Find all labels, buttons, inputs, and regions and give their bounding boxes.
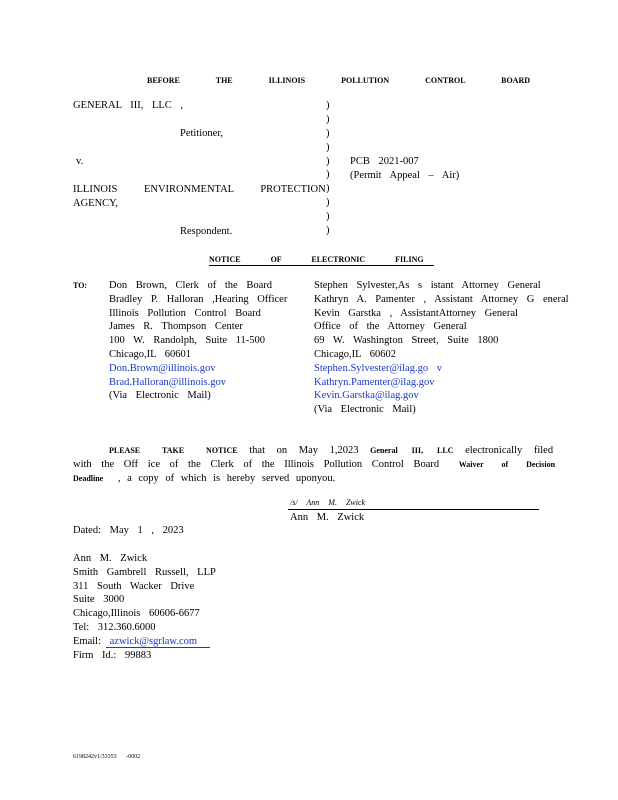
attorney-line: Ann M. Zwick [73, 553, 148, 564]
paren: ) [326, 155, 330, 167]
signer-name: Ann M. Zwick [290, 512, 365, 523]
footer-document-code: 6198242v1/33353 -0002 [73, 754, 141, 760]
please-take-notice: PLEASE TAKE NOTICE [109, 446, 238, 455]
notice-title: NOTICE OF ELECTRONIC FILING [209, 255, 434, 266]
service-right-line: Stephen Sylvester,As s istant Attorney General [314, 280, 541, 291]
petitioner-name: GENERAL III, LLC , [73, 100, 184, 111]
paren: ) [326, 127, 330, 139]
service-right-line: (Via Electronic Mail) [314, 404, 416, 416]
notice-date-text: that on May 1,2023 [249, 445, 359, 456]
to-label: TO: [73, 281, 88, 290]
service-list-right [314, 279, 569, 417]
notice-line-1 [109, 444, 553, 458]
attorney-line: Chicago,Illinois 60606-6677 [73, 608, 200, 620]
paren: ) [326, 141, 330, 153]
caption-parens [326, 99, 330, 238]
notice-line-2 [73, 458, 555, 472]
service-left-line: Illinois Pollution Control Board [109, 307, 261, 319]
paren: ) [326, 169, 330, 181]
service-left-line: Don Brown, Clerk of the Board [109, 280, 272, 291]
document-title-a: Waiver of Decision [458, 460, 556, 469]
attorney-block [73, 552, 216, 635]
service-right-line: Chicago,IL 60602 [314, 348, 397, 360]
notice-filed-text: electronically filed [465, 445, 554, 456]
party-name: General III, LLC [370, 446, 454, 455]
attorney-line: Tel: 312.360.6000 [73, 621, 156, 633]
service-left-line: 100 W. Randolph, Suite 11-500 [109, 335, 266, 347]
case-type: (Permit Appeal – Air) [350, 170, 460, 181]
service-right-email-link[interactable]: Kathryn.Pamenter@ilag.gov [314, 376, 435, 388]
electronic-signature: /s/ Ann M. Zwick [290, 498, 366, 507]
email-label: Email: [73, 636, 101, 647]
service-right-email-link[interactable]: Stephen.Sylvester@ilag.go v [314, 362, 442, 374]
attorney-line: Smith Gambrell Russell, LLP [73, 566, 216, 578]
service-left-email-link[interactable]: Brad.Halloran@illinois.gov [109, 376, 226, 388]
paren: ) [326, 225, 330, 237]
attorney-line: Suite 3000 [73, 594, 125, 606]
service-left-line: (Via Electronic Mail) [109, 390, 211, 402]
notice-served-text: , a copy of which is hereby served uponyou. [117, 473, 336, 484]
paren: ) [326, 197, 330, 209]
service-list-left [109, 279, 287, 403]
attorney-email-link[interactable]: azwick@sgrlaw.com [109, 636, 198, 647]
service-left-line: James R. Thompson Center [109, 321, 243, 333]
service-right-line: Office of the Attorney General [314, 321, 467, 333]
court-heading: BEFORE THE ILLINOIS POLLUTION CONTROL BOARD [147, 76, 531, 85]
document-title-b: Deadline [73, 474, 104, 483]
paren: ) [326, 211, 330, 223]
notice-line-3 [73, 472, 335, 486]
notice-clerk-text: with the Off ice of the Clerk of the Illinois Pollution Control Board [73, 459, 440, 470]
service-right-line: 69 W. Washington Street, Suite 1800 [314, 335, 499, 347]
paren: ) [326, 100, 330, 111]
service-left-line: Bradley P. Halloran ,Hearing Officer [109, 293, 288, 305]
petitioner-label: Petitioner, [180, 128, 224, 139]
paren: ) [326, 113, 330, 125]
respondent-name-line1: ILLINOIS ENVIRONMENTAL PROTECTION [73, 184, 326, 195]
service-left-email-link[interactable]: Don.Brown@illinois.gov [109, 362, 216, 374]
email-underline [106, 647, 210, 648]
service-right-email-link[interactable]: Kevin.Garstka@ilag.gov [314, 390, 419, 402]
service-right-line: Kevin Garstka , AssistantAttorney General [314, 307, 518, 319]
dated-line: Dated: May 1 , 2023 [73, 525, 184, 536]
signature-rule [288, 509, 539, 510]
attorney-line: 311 South Wacker Drive [73, 580, 195, 592]
case-number: PCB 2021-007 [350, 156, 419, 167]
respondent-label: Respondent. [180, 226, 233, 237]
service-right-line: Kathryn A. Pamenter , Assistant Attorney G eneral [314, 293, 569, 305]
paren: ) [326, 183, 330, 195]
versus-label: v. [76, 156, 84, 167]
firm-id: Firm Id.: 99883 [73, 650, 152, 661]
service-left-line: Chicago,IL 60601 [109, 348, 192, 360]
respondent-name-line2: AGENCY, [73, 198, 119, 209]
